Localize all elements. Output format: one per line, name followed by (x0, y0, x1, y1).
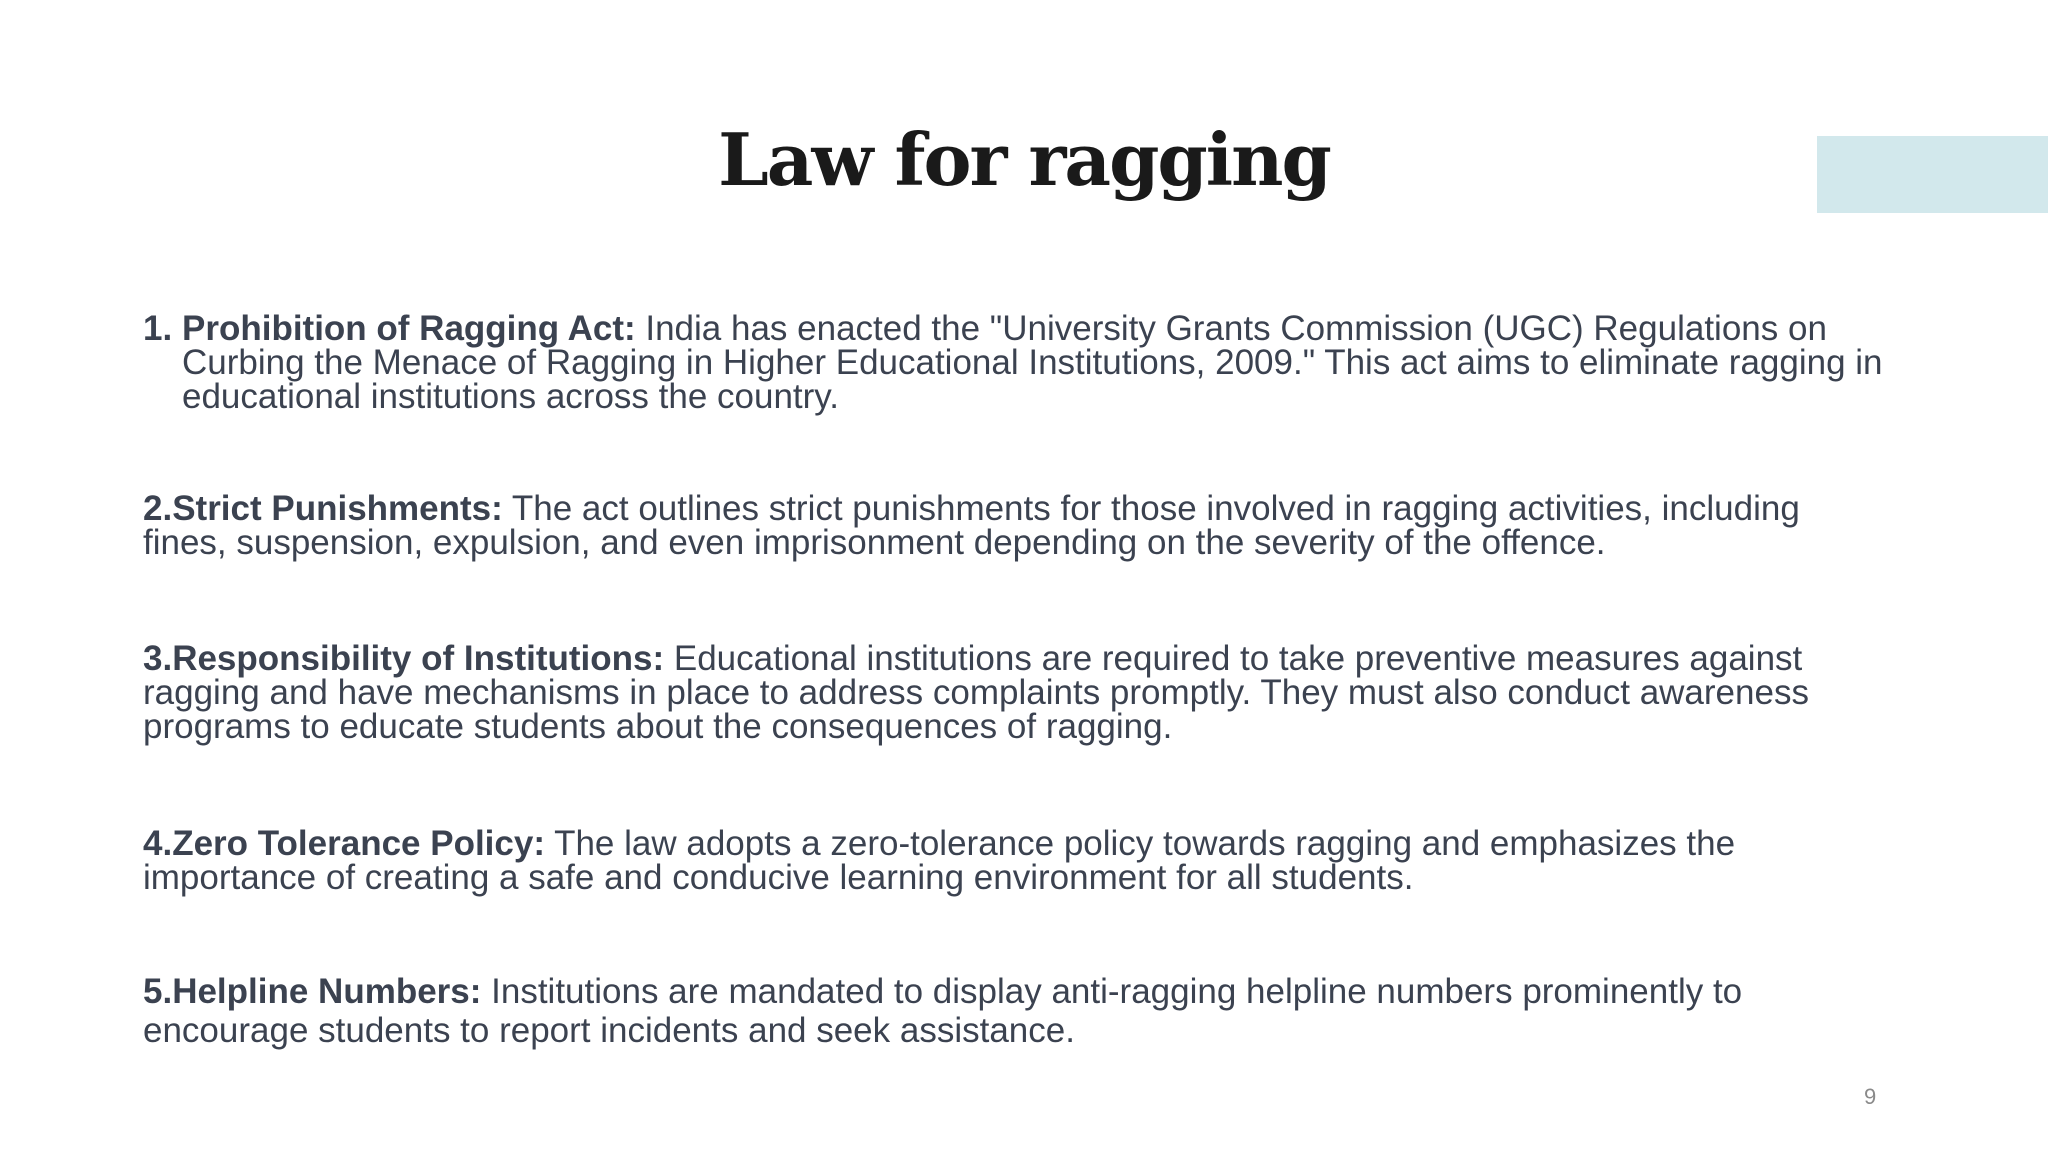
page-number: 9 (1864, 1084, 1877, 1109)
point-heading: 3.Responsibility of Institutions: (143, 639, 665, 678)
point-number: 1. (143, 309, 173, 348)
point-text: Institutions are mandated to display anti-ragging helpline numbers prominently to encourage students to report incidents and seek assistance. (143, 972, 1743, 1050)
slide-title: Law for ragging (718, 117, 1330, 202)
point-strict-punishments (143, 489, 1888, 562)
accent-bar (1817, 136, 2048, 213)
point-text: India has enacted the "University Grants Commission (UGC) Regulations on Curbing the Menace of Ragging in Higher Educational Institutions, 2009." This act aims to eliminate ragging in educational institutions across the country. (182, 309, 1883, 416)
point-helpline-numbers (143, 972, 1888, 1050)
point-text: The law adopts a zero-tolerance policy towards ragging and emphasizes the importance of creating a safe and conducive learning environment for all students. (143, 824, 1736, 897)
point-heading: 4.Zero Tolerance Policy: (143, 824, 545, 863)
point-responsibility-of-institutions (143, 639, 1888, 746)
point-heading: 5.Helpline Numbers: (143, 972, 482, 1011)
point-heading: Prohibition of Ragging Act: (182, 309, 636, 348)
point-prohibition-act (143, 309, 1888, 416)
point-text: The act outlines strict punishments for those involved in ragging activities, including fines, suspension, expulsion, and even imprisonment depending on the severity of the offence. (143, 489, 1800, 562)
point-heading: 2.Strict Punishments: (143, 489, 503, 528)
point-zero-tolerance-policy (143, 824, 1888, 897)
point-text: Educational institutions are required to take preventive measures against ragging and have mechanisms in place to address complaints promptly. They must also conduct awareness programs to educate students about the consequences of ragging. (143, 639, 1809, 746)
